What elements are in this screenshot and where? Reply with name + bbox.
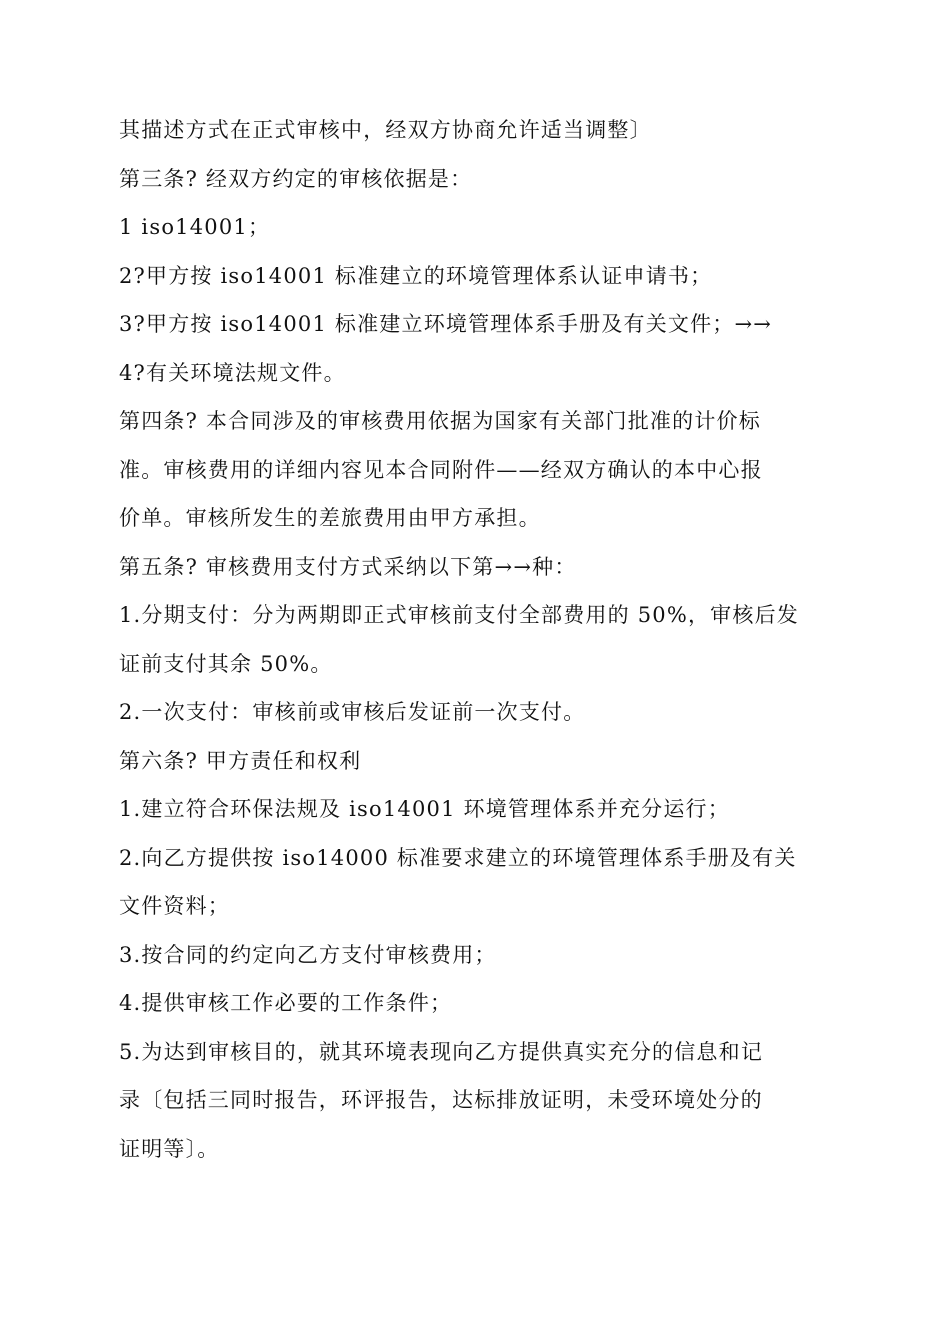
text-line: [119, 203, 834, 252]
text-line: [119, 252, 834, 301]
line-text: 证前支付其余 50%。: [119, 651, 333, 676]
text-line: [119, 349, 834, 398]
text-line: [119, 1125, 834, 1174]
line-text: 5.为达到审核目的，就其环境表现向乙方提供真实充分的信息和记: [119, 1039, 764, 1064]
line-text: 2?甲方按 iso14001 标准建立的环境管理体系认证申请书；: [119, 263, 713, 288]
line-text: 4.提供审核工作必要的工作条件；: [119, 991, 453, 1015]
line-text: 2.一次支付：审核前或审核后发证前一次支付。: [119, 700, 586, 724]
text-line: [119, 882, 834, 931]
line-text: 第五条? 审核费用支付方式采纳以下第→→种：: [119, 554, 577, 579]
text-line: [119, 979, 834, 1028]
text-line: [119, 640, 834, 689]
line-text: 其描述方式在正式审核中，经双方协商允许适当调整〕: [119, 118, 652, 142]
line-text: 第四条? 本合同涉及的审核费用依据为国家有关部门批准的计价标: [119, 409, 761, 433]
line-text: 文件资料；: [119, 894, 230, 918]
text-line: [119, 494, 834, 543]
text-line: [119, 1028, 834, 1077]
line-text: 准。审核费用的详细内容见本合同附件——经双方确认的本中心报: [119, 457, 763, 482]
text-line: [119, 688, 834, 737]
line-text: 1.建立符合环保法规及 iso14001 环境管理体系并充分运行；: [119, 797, 730, 821]
article-4-heading: [119, 397, 834, 446]
line-text: 1 iso14001；: [119, 215, 271, 239]
text-line: [119, 785, 834, 834]
line-text: 2.向乙方提供按 iso14000 标准要求建立的环境管理体系手册及有关: [119, 845, 797, 870]
article-6-heading: [119, 737, 834, 786]
text-line: [119, 446, 834, 495]
line-text: 证明等〕。: [119, 1136, 220, 1161]
line-text: 1.分期支付：分为两期即正式审核前支付全部费用的 50%，审核后发: [119, 603, 799, 627]
line-text: 第六条? 甲方责任和权利: [119, 748, 362, 773]
text-line: [119, 1076, 834, 1125]
text-line: [119, 591, 834, 640]
article-5-heading: [119, 543, 834, 592]
text-line: [119, 931, 834, 980]
text-line: [119, 300, 834, 349]
line-text: 3.按合同的约定向乙方支付审核费用；: [119, 942, 497, 967]
document-body: [119, 106, 834, 1173]
article-3-heading: [119, 155, 834, 204]
text-line: [119, 834, 834, 883]
line-text: 3?甲方按 iso14001 标准建立环境管理体系手册及有关文件；→→: [119, 312, 773, 336]
line-text: 第三条? 经双方约定的审核依据是：: [119, 166, 473, 191]
line-text: 4?有关环境法规文件。: [119, 360, 346, 385]
line-text: 价单。审核所发生的差旅费用由甲方承担。: [119, 506, 541, 530]
line-text: 录〔包括三同时报告，环评报告，达标排放证明，未受环境处分的: [119, 1088, 763, 1112]
text-line: [119, 106, 834, 155]
